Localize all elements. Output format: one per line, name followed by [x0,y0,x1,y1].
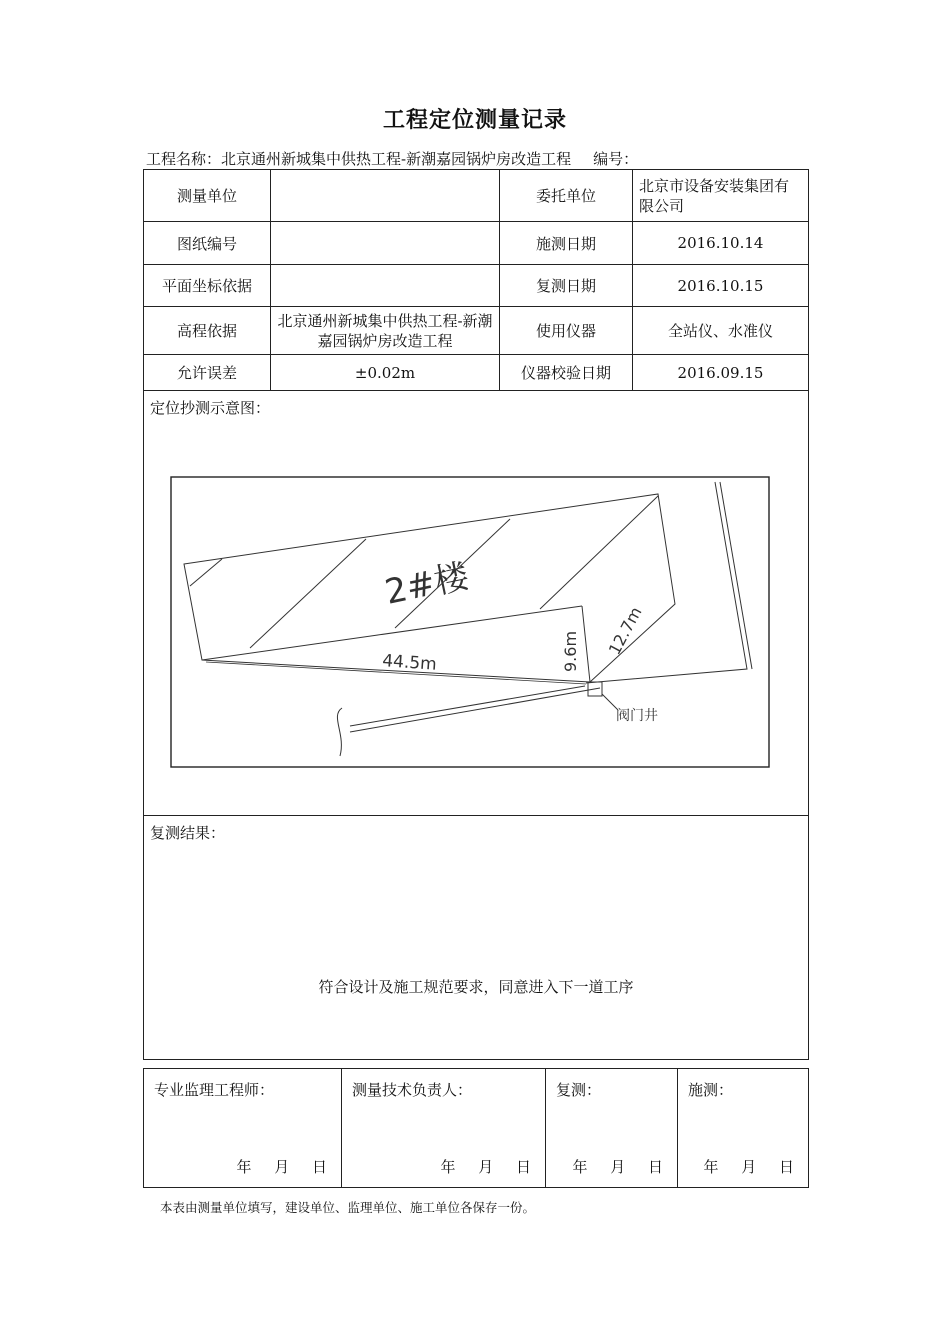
sketch-label: 定位抄测示意图： [150,399,271,417]
survey-date-value[interactable]: 2016.10.14 [633,222,809,265]
recheck-date-value[interactable]: 2016.10.15 [633,265,809,307]
signature-table [143,1068,809,1188]
signature-supervisor[interactable] [144,1069,342,1188]
survey-date-label: 施测日期 [500,222,633,265]
calib-date-value[interactable]: 2016.09.15 [633,355,809,391]
signature-tech-lead[interactable] [342,1069,546,1188]
signature-recheck-date: 年 月 日 [572,1158,663,1176]
width-dimension: 9.6m [561,630,580,672]
signature-surveyor-title: 施测： [688,1081,734,1099]
page-title: 工程定位测量记录 [382,108,567,133]
footnote: 本表由测量单位填写，建设单位、监理单位、施工单位各保存一份。 [160,1200,536,1215]
tolerance-value[interactable]: ±0.02m [271,355,500,391]
drawing-no-label: 图纸编号 [144,222,271,265]
instrument-label: 使用仪器 [500,307,633,355]
signature-surveyor[interactable] [678,1069,809,1188]
signature-supervisor-title: 专业监理工程师： [154,1081,275,1099]
coord-basis-value[interactable] [271,265,500,307]
recheck-cell [144,816,809,1060]
recheck-label: 复测结果： [150,824,226,842]
signature-surveyor-date: 年 月 日 [703,1158,794,1176]
client-label: 委托单位 [500,170,633,222]
diagonal-dimension: 12.7m [604,603,646,658]
sketch-lines [184,482,752,756]
drawing-no-value[interactable] [271,222,500,265]
site-sketch [170,476,772,772]
recheck-date-label: 复测日期 [500,265,633,307]
calib-date-label: 仪器校验日期 [500,355,633,391]
elev-basis-label: 高程依据 [144,307,271,355]
recheck-result: 符合设计及施工规范要求，同意进入下一道工序 [318,978,634,996]
project-line [146,148,638,169]
elev-basis-value[interactable]: 北京通州新城集中供热工程-新潮嘉园锅炉房改造工程 [271,307,500,355]
signature-tech-lead-title: 测量技术负责人： [352,1081,473,1099]
client-value[interactable]: 北京市设备安装集团有限公司 [633,170,809,222]
signature-recheck[interactable] [546,1069,678,1188]
record-number-label: 编号： [593,150,639,168]
tolerance-label: 允许误差 [144,355,271,391]
instrument-value[interactable]: 全站仪、水准仪 [633,307,809,355]
building-label: 2#楼 [381,556,473,613]
signature-supervisor-date: 年 月 日 [236,1158,327,1176]
valve-label: 阀门井 [616,708,658,724]
coord-basis-label: 平面坐标依据 [144,265,271,307]
signature-tech-lead-date: 年 月 日 [440,1158,531,1176]
signature-recheck-title: 复测： [556,1081,602,1099]
survey-unit-label: 测量单位 [144,170,271,222]
length-dimension: 44.5m [381,651,438,675]
project-name: 工程名称：北京通州新城集中供热工程-新潮嘉园锅炉房改造工程 [146,150,572,168]
survey-unit-value[interactable] [271,170,500,222]
